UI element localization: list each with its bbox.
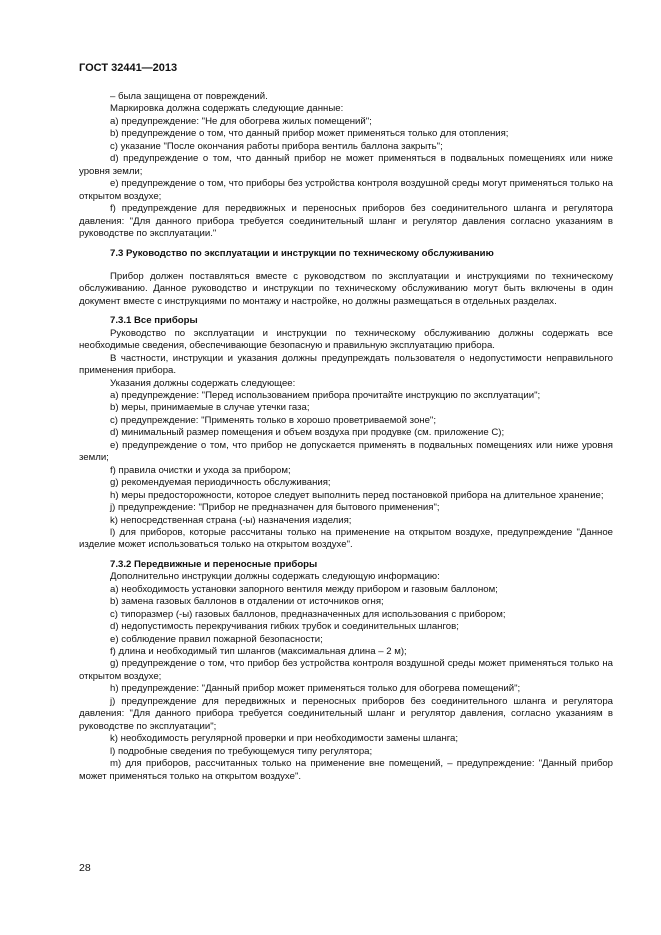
paragraph: Указания должны содержать следующее: — [110, 377, 296, 389]
section-7-3-2-body — [79, 571, 613, 783]
list-item: k) непосредственная страна (-ы) назначения изделия; — [110, 514, 352, 526]
section-heading-7-3-1: 7.3.1 Все приборы — [110, 315, 198, 327]
document-header: ГОСТ 32441—2013 — [79, 62, 178, 74]
intro-block — [79, 91, 613, 240]
paragraph: Маркировка должна содержать следующие данные: — [110, 103, 344, 115]
list-item: е) соблюдение правил пожарной безопасности; — [110, 633, 323, 645]
list-item: е) предупреждение о том, что прибор не допускается применять в подвальных помещениях или ниже уровня земли; — [79, 439, 613, 464]
list-item: g) предупреждение о том, что прибор без устройства контроля воздушной среды может применяться только на открытом воздухе; — [79, 658, 613, 682]
page-number: 28 — [79, 862, 91, 874]
list-item: с) типоразмер (-ы) газовых баллонов, предназначенных для использования с прибором; — [110, 608, 506, 620]
paragraph: Прибор должен поставляться вместе с руководством по эксплуатации и инструкциями по техническому обслуживанию. Данное руководство и инструкции по техническому обслуживанию могут быть включены в один документ вместе с инструкциями по монтажу и настройке, но должны размещаться в отдельных разделах. — [79, 270, 613, 307]
list-item: е) предупреждение о том, что приборы без устройства контроля воздушной среды могут применяться только на открытом воздухе; — [79, 178, 613, 202]
list-item: f) предупреждение для передвижных и переносных приборов без соединительного шланга и регулятора давления: "Для данного прибора требуется соединительный шланг и регулятор давления согласно указаниям в руководстве по эксплуатации." — [79, 203, 613, 239]
list-item: g) рекомендуемая периодичность обслуживания; — [110, 477, 331, 489]
list-item: d) недопустимость перекручивания гибких трубок и соединительных шлангов; — [110, 621, 459, 633]
list-item: b) меры, принимаемые в случае утечки газа; — [110, 402, 310, 414]
list-item: с) указание "После окончания работы прибора вентиль баллона закрыть"; — [110, 140, 443, 152]
list-item: а) предупреждение: "Перед использованием прибора прочитайте инструкцию по эксплуатации"; — [110, 389, 541, 401]
paragraph: Дополнительно инструкции должны содержать следующую информацию: — [110, 571, 440, 583]
list-item: l) подробные сведения по требующемуся типу регулятора; — [110, 745, 373, 757]
list-item: h) меры предосторожности, которое следует выполнить перед постановкой прибора на длительное хранение; — [110, 489, 604, 501]
list-item: j) предупреждение для передвижных и переносных приборов без соединительного шланга и регулятора давления: "Для данного прибора требуется соединительный шланг и регулятор давления, согласно указаниям в руководстве по эксплуатации"; — [79, 695, 613, 732]
list-item: l) для приборов, которые рассчитаны только на применение на открытом воздухе, предупреждение "Данное изделие может использоваться только на открытом воздухе". — [79, 526, 613, 551]
list-item: h) предупреждение: "Данный прибор может применяться только для обогрева помещений"; — [110, 683, 521, 695]
list-item: f) длина и необходимый тип шлангов (максимальная длина – 2 м); — [110, 646, 407, 658]
list-item: с) предупреждение: "Применять только в хорошо проветриваемой зоне"; — [110, 414, 436, 426]
list-item: а) необходимость установки запорного вентиля между прибором и газовым баллоном; — [110, 583, 498, 595]
list-item: d) минимальный размер помещения и объем воздуха при продувке (см. приложение С); — [110, 427, 505, 439]
paragraph: Руководство по эксплуатации и инструкции по техническому обслуживанию должны содержать все необходимые сведения, обеспечивающие безопасную и правильную эксплуатацию прибора. — [79, 327, 613, 352]
section-heading-7-3-2: 7.3.2 Передвижные и переносные приборы — [110, 558, 318, 570]
list-item: d) предупреждение о том, что данный прибор не может применяться в подвальных помещениях или ниже уровня земли; — [79, 153, 613, 177]
paragraph: В частности, инструкции и указания должны предупреждать пользователя о недопустимости неправильного применения прибора. — [79, 352, 613, 377]
page-content — [79, 91, 613, 783]
paragraph: – была защищена от повреждений. — [110, 91, 268, 102]
list-item: а) предупреждение: "Не для обогрева жилых помещений"; — [110, 115, 372, 127]
section-heading-7-3: 7.3 Руководство по эксплуатации и инструкции по техническому обслуживанию — [110, 248, 494, 260]
list-item: f) правила очистки и ухода за прибором; — [110, 464, 291, 476]
list-item: b) предупреждение о том, что данный прибор может применяться только для отопления; — [110, 128, 509, 140]
list-item: k) необходимость регулярной проверки и при необходимости замены шланга; — [110, 733, 459, 745]
section-7-3-1-body — [79, 328, 613, 552]
list-item: m) для приборов, рассчитанных только на применение вне помещений, – предупреждение: "Данный прибор может применяться только на открытом воздухе". — [79, 758, 613, 782]
list-item: j) предупреждение: "Прибор не предназначен для бытового применения"; — [110, 502, 440, 514]
list-item: b) замена газовых баллонов в отдалении от источников огня; — [110, 596, 384, 608]
